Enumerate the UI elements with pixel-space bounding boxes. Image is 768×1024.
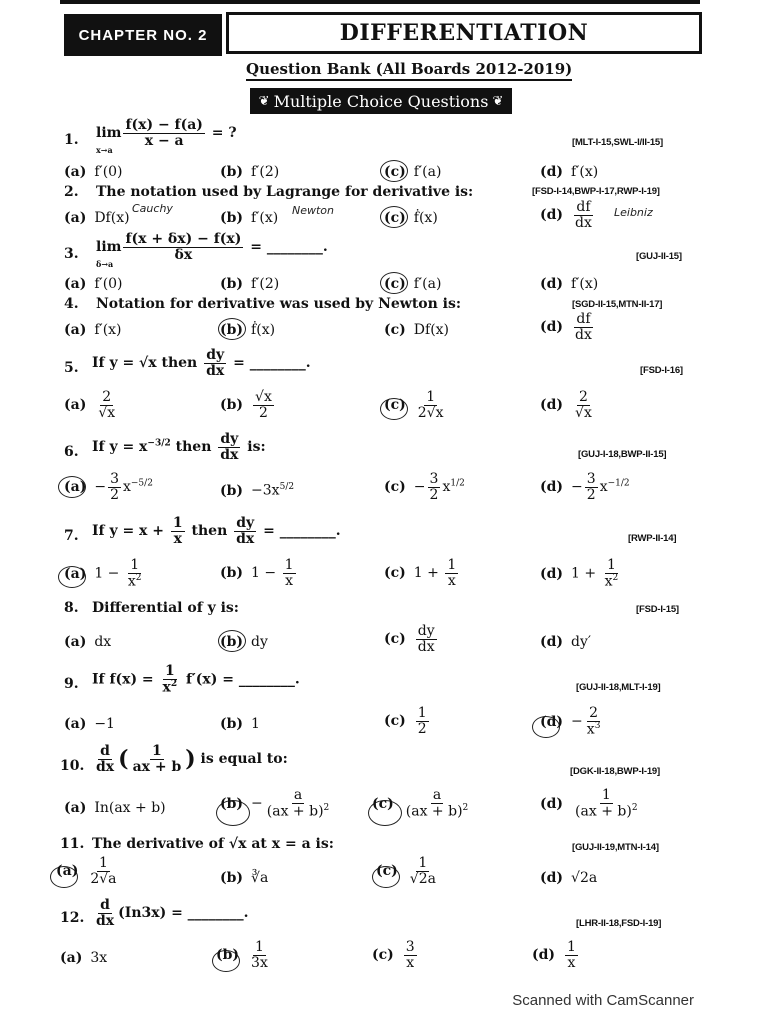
question-text: If y = x + $\frac{1}{x}$ then $\frac{dy}{dx}$ = ________. [92,515,341,547]
page-title: DIFFERENTIATION [226,12,702,54]
board-reference: [GUJ-II-18,MLT-I-19] [576,682,661,693]
top-rule [60,0,700,4]
question-text: lim $\frac{f(x + \delta x) - f(x)}{\delta x}$ = ________. [96,231,328,263]
handwritten-note: Cauchy [132,202,173,215]
question-number: 2. [64,184,79,200]
board-reference: [RWP-II-14] [628,533,677,544]
option-d: (d) f′(x) [540,276,599,292]
board-reference: [FSD-I-15] [636,604,679,615]
option-d: (d) $\frac{2}{√x}$ [540,389,592,421]
option-a: (a) f′(0) [64,164,123,180]
option-b: (b) $\frac{1}{3x}$ [216,939,268,971]
question-bank-subtitle: Question Bank (All Boards 2012-2019) [246,60,572,81]
option-c: (c) − $\frac{3}{2}$ $x^{1/2}$ [384,471,465,503]
option-a: (a) $\frac{2}{√x}$ [64,389,116,421]
option-d: (d) $\frac{df}{dx}$ [540,311,592,343]
question-number: 8. [64,600,79,616]
limit-subscript: δ→a [96,259,114,269]
option-a: (a) 3x [60,950,108,966]
option-d: (d) $\frac{1}{x}$ [532,939,576,971]
option-c: (c) 1 + $\frac{1}{x}$ [384,557,457,589]
option-b: (b) f′(2) [220,276,280,292]
option-a: (a) −1 [64,716,115,732]
option-a: (a) f′(x) [64,322,122,338]
option-a: (a) dx [64,634,112,650]
option-b: (b) ∛a [220,870,269,886]
question-number: 6. [64,444,79,460]
option-a: (a) Df(x) [64,210,130,226]
option-b: (b) dy [220,634,268,650]
board-reference: [FSD-I-16] [640,365,683,376]
option-a: (a) In(ax + b) [64,800,166,816]
option-d: (d) f′(x) [540,164,599,180]
option-b: (b) f′(x) [220,210,279,226]
option-d: (d) 1 + $\frac{1}{x^2}$ [540,557,619,590]
question-text: If y = √x then $\frac{dy}{dx}$ = ________. [92,347,311,379]
option-b: (b) 1 [220,716,260,732]
question-number: 11. [60,836,85,852]
board-reference: [GUJ-I-18,BWP-II-15] [578,449,667,460]
option-d: (d) $\frac{1}{(ax + b)^2}$ [540,787,638,820]
question-number: 3. [64,246,79,262]
option-d: (d) − $\frac{2}{x^3}$ [540,705,601,738]
question-text: If $y = x^{-3/2}$ then $\frac{dy}{dx}$ is: [92,431,266,463]
board-reference: [FSD-I-14,BWP-I-17,RWP-I-19] [532,186,660,197]
board-reference: [DGK-II-18,BWP-I-19] [570,766,660,777]
option-a: (a) f′(0) [64,276,123,292]
ornament-icon: ❦ [258,93,270,109]
question-number: 9. [64,676,79,692]
section-title: Multiple Choice Questions [273,91,489,111]
board-reference: [MLT-I-15,SWL-I/II-15] [572,137,663,148]
question-number: 10. [60,758,85,774]
question-number: 12. [60,910,85,926]
option-a: (a) 1 − $\frac{1}{x^2}$ [64,557,142,590]
handwritten-note: Newton [292,204,335,217]
option-a: (a) $\frac{1}{2√a}$ [56,855,117,887]
scanner-watermark: Scanned with CamScanner [512,992,694,1009]
ornament-icon: ❦ [492,93,504,109]
board-reference: [LHR-II-18,FSD-I-19] [576,918,662,929]
option-b: (b) − $\frac{a}{(ax + b)^2}$ [220,787,330,820]
question-text: $\frac{d}{dx}$ ( $\frac{1}{ax + b}$ ) is equal to: [96,743,288,775]
question-number: 7. [64,528,79,544]
question-text: lim $\frac{f(x) - f(a)}{x - a}$ = ? [96,117,237,149]
question-number: 4. [64,296,79,312]
option-d: (d) √2a [540,870,598,886]
option-a: (a) − $\frac{3}{2}$ $x^{-5/2}$ [64,471,153,503]
section-banner [250,88,512,114]
option-c: (c) $\frac{1}{2√x}$ [384,389,444,421]
option-b: (b) 1 − $\frac{1}{x}$ [220,557,294,589]
question-text: If f(x) = $\frac{1}{x^2}$ f′(x) = ________. [92,663,300,696]
chapter-label: CHAPTER NO. 2 [64,14,222,56]
question-text: The notation used by Lagrange for derivative is: [96,184,474,200]
option-b: (b) f′(2) [220,164,280,180]
question-number: 5. [64,360,79,376]
option-c: (c) $\frac{a}{(ax + b)^2}$ [372,787,469,820]
question-number: 1. [64,132,79,148]
option-c: (c) $\frac{3}{x}$ [372,939,415,971]
board-reference: [SGD-II-15,MTN-II-17] [572,299,663,310]
option-d: (d) − $\frac{3}{2}$ $x^{-1/2}$ [540,471,630,503]
limit-subscript: x→a [96,145,113,155]
option-b: (b) $\frac{√x}{2}$ [220,389,272,421]
handwritten-note: Leibniz [614,206,653,219]
option-b: (b) ḟ(x) [220,322,276,338]
option-c: (c) f′(a) [384,164,442,180]
question-text: The derivative of √x at x = a is: [92,836,334,852]
option-c: (c) f′(a) [384,276,442,292]
option-c: (c) Df(x) [384,322,450,338]
option-d: (d) dy′ [540,634,592,650]
question-text: $\frac{d}{dx}$ (In3x) = ________. [96,897,249,929]
question-text: Notation for derivative was used by Newton is: [96,296,462,312]
question-text: Differential of y is: [92,600,239,616]
board-reference: [GUJ-II-19,MTN-I-14] [572,842,659,853]
option-b: $(b) -3x^{5/2}$ [220,482,295,499]
option-c: (c) $\frac{1}{√2a}$ [376,855,436,887]
option-c: (c) $\frac{dy}{dx}$ [384,623,435,655]
option-c: (c) ḟ(x) [384,210,438,226]
option-c: (c) $\frac{1}{2}$ [384,705,427,737]
board-reference: [GUJ-II-15] [636,251,682,262]
option-d: (d) $\frac{df}{dx}$ [540,199,592,231]
